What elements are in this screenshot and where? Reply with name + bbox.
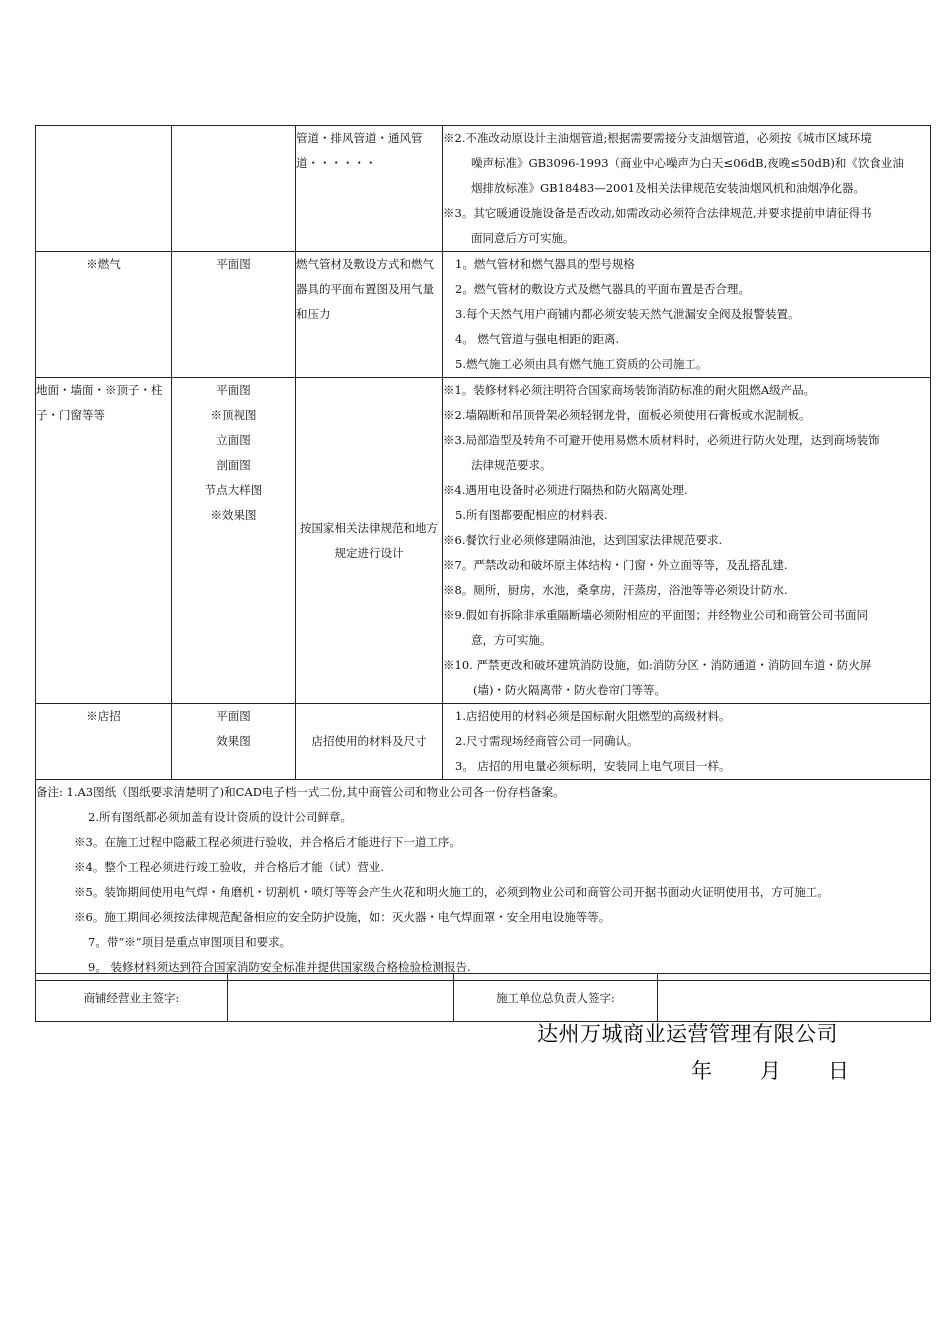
note-line: ※6。施工期间必须按法律规范配备相应的安全防护设施，如：灭火器・电气焊面罩・安全用电设施等等。 (74, 910, 611, 924)
drawing-item: ※顶视图 (210, 408, 257, 422)
drawing-item: 平面图 (216, 709, 251, 723)
category-cell (36, 126, 172, 252)
notes-cell (36, 780, 931, 981)
standards-cell (443, 252, 931, 378)
signature-table (35, 973, 931, 1022)
drawing-item: 剖面图 (216, 458, 251, 472)
table-row-surfaces (36, 378, 931, 704)
standard-line: ※1。装修材料必须注明符合国家商场装饰消防标准的耐火阻燃A级产品。 (443, 383, 816, 397)
standard-line: 2.尺寸需现场经商管公司一同确认。 (455, 734, 639, 748)
standard-line: ※2.不准改动原设计主油烟管道;根据需要需接分支油烟管道，必须按《城市区域环境 (443, 131, 872, 145)
standard-line: (墙)・防火隔离带・防火卷帘门等等。 (473, 683, 666, 697)
review-requirements-table (35, 125, 931, 981)
note-line: 7。带“※”项目是重点审图项目和要求。 (88, 935, 292, 949)
category-cell (36, 252, 172, 378)
contractor-signature-label: 施工单位总负责人签字: (454, 974, 658, 1022)
standard-line: ※10. 严禁更改和破坏建筑消防设施，如:消防分区・消防通道・消防回车道・防火屏 (443, 658, 872, 672)
drawings-cell (172, 704, 296, 780)
standard-line: 2。燃气管材的敷设方式及燃气器具的平面布置是否合理。 (455, 282, 750, 296)
standards-cell (443, 378, 931, 704)
requirement-cell (296, 126, 443, 252)
table-row-notes (36, 780, 931, 981)
drawing-item: 平面图 (216, 257, 251, 271)
standard-line: 4。 燃气管道与强电相距的距离. (455, 332, 620, 346)
standard-line: 噪声标准》GB3096-1993（商业中心噪声为白天≤06dB,夜晚≤50dB)和《饮食业油 (471, 156, 904, 170)
standards-cell (443, 704, 931, 780)
standard-line: ※9.假如有拆除非承重隔断墙必须附相应的平面图；并经物业公司和商管公司书面同 (443, 608, 868, 622)
signature-row (36, 974, 931, 1022)
note-line: 2.所有图纸都必须加盖有设计资质的设计公司鲜章。 (88, 810, 352, 824)
standard-line: 5.所有图都要配相应的材料表. (455, 508, 608, 522)
table-row-gas (36, 252, 931, 378)
note-line: 9。 装修材料须达到符合国家消防安全标准并提供国家级合格检验检测报告. (88, 960, 471, 974)
table-row-signage (36, 704, 931, 780)
standard-line: 5.燃气施工必须由具有燃气施工资质的公司施工。 (455, 357, 708, 371)
category-label: ※店招 (86, 709, 121, 723)
standard-line: 面同意后方可实施。 (471, 231, 575, 245)
category-cell (36, 378, 172, 704)
requirement-text: 按国家相关法律规范和地方规定进行设计 (300, 520, 438, 560)
note-line: ※5。装饰期间使用电气焊・角磨机・切割机・喷灯等等会产生火花和明火施工的，必须到物业公司和商管公司开据书面动火证明使用书，方可施工。 (74, 885, 829, 899)
requirement-cell (296, 378, 443, 704)
requirement-cell (296, 704, 443, 780)
drawings-cell (172, 126, 296, 252)
drawing-item: 立面图 (216, 433, 251, 447)
standard-line: ※3。其它暖通设施设备是否改动,如需改动必须符合法律规范,并要求提前申请征得书 (443, 206, 872, 220)
standard-line: 法律规范要求。 (471, 458, 552, 472)
drawing-item: 平面图 (216, 383, 251, 397)
date-day-label: 日 (828, 1059, 849, 1083)
contractor-signature-field[interactable] (658, 974, 931, 1022)
drawing-item: 节点大样图 (204, 483, 263, 497)
requirement-cell (296, 252, 443, 378)
standard-line: ※2.墙隔断和吊顶骨架必须轻钢龙骨，面板必须使用石膏板或水泥制板。 (443, 408, 811, 422)
drawings-cell (172, 252, 296, 378)
company-name: 达州万城商业运营管理有限公司 (537, 1022, 838, 1046)
standard-line: 3.每个天然气用户商铺内都必须安装天然气泄漏安全阀及报警装置。 (455, 307, 800, 321)
standard-line: 意，方可实施。 (471, 633, 552, 647)
category-cell (36, 704, 172, 780)
standard-line: 3。 店招的用电量必须标明，安装同上电气项目一样。 (455, 759, 731, 773)
date-month-label: 月 (760, 1059, 781, 1083)
note-line: ※4。整个工程必须进行竣工验收，并合格后才能（试）营业. (74, 860, 384, 874)
drawing-item: 效果图 (216, 734, 251, 748)
date-year-label: 年 (691, 1059, 712, 1083)
requirement-text: 店招使用的材料及尺寸 (311, 734, 427, 748)
standard-line: ※4.遇用电设备时必须进行隔热和防火隔离处理. (443, 483, 688, 497)
requirement-text: 燃气管材及敷设方式和燃气器具的平面布置图及用气量和压力 (296, 257, 434, 321)
note-line: 备注: 1.A3图纸（图纸要求清楚明了)和CAD电子档一式二份,其中商管公司和物业公司各一份存档备案。 (36, 785, 565, 799)
drawings-cell (172, 378, 296, 704)
standards-cell (443, 126, 931, 252)
standard-line: 烟排放标准》GB18483—2001及相关法律规范安装油烟风机和油烟净化器。 (471, 181, 865, 195)
requirement-text: 管道・排风管道・通风管道・・・・・・ (296, 131, 423, 170)
standard-line: ※3.局部造型及转角不可避开使用易燃木质材料时，必须进行防火处理，达到商场装饰 (443, 433, 880, 447)
drawing-item: ※效果图 (210, 508, 257, 522)
standard-line: ※7。严禁改动和破坏原主体结构・门窗・外立面等等，及乱搭乱建. (443, 558, 788, 572)
owner-signature-field[interactable] (228, 974, 454, 1022)
note-line: ※3。在施工过程中隐蔽工程必须进行验收，并合格后才能进行下一道工序。 (74, 835, 461, 849)
standard-line: ※6.餐饮行业必须修建隔油池，达到国家法律规范要求. (443, 533, 723, 547)
table-row-ventilation (36, 126, 931, 252)
category-label: 地面・墙面・※顶子・柱子・门窗等等 (36, 383, 163, 422)
standard-line: ※8。厕所，厨房，水池，桑拿房，汗蒸房，浴池等等必须设计防水. (443, 583, 788, 597)
standard-line: 1。燃气管材和燃气器具的型号规格 (455, 257, 635, 271)
standard-line: 1.店招使用的材料必须是国标耐火阻燃型的高级材料。 (455, 709, 731, 723)
owner-signature-label: 商铺经营业主签字: (36, 974, 228, 1022)
category-label: ※燃气 (86, 257, 121, 271)
